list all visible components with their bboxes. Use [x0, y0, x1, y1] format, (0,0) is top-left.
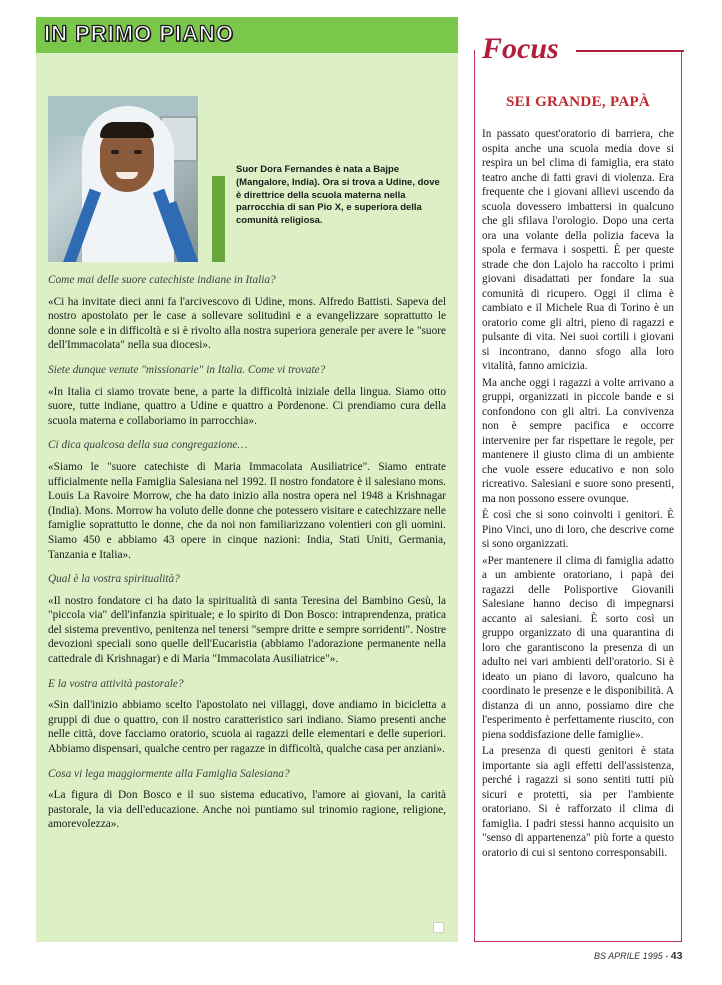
interview-answer: «Siamo le "suore catechiste di Maria Immacolata Ausiliatrice". Siamo entrate ufficialmente nella Famiglia Salesiana nel 1992. Il nostro fondatore è il salesiano mons. Louis La Ravoire Morrow, che ha dato inizio alla nostra opera nel 1948 a Krishnagar (India). Mons. Morrow ha voluto delle donne che potessero visitare e catechizzare nelle famiglie soprattutto le donne, che da noi non familiarizzano volentieri con gli uomini. Siamo 450 e abbiamo 43 opere in cinque nazioni: India, Stati Uniti, Germania, Tanzania e Italia».: [48, 460, 446, 561]
photo-eye: [111, 150, 119, 154]
photo-hair: [100, 122, 154, 138]
interview-answer: «Il nostro fondatore ci ha dato la spiritualità di santa Teresina del Bambino Gesù, la "piccola via" dell'infanzia spirituale; e lo spirito di Don Bosco: intraprendenza, pratica del sistema preventivo, penitenza nel tenersi "sempre dritte e sempre sorridenti". Nostre devozioni speciali sono quelle dell'Eucaristia (abbiamo l'adorazione permanente nella cattedrale di Krishnagar) e di Maria "Immacolata Ausiliatrice"».: [48, 594, 446, 666]
section-header: [36, 17, 458, 55]
interview-answer: «Sin dall'inizio abbiamo scelto l'apostolato nei villaggi, dove andiamo in bicicletta a gruppi di due o quattro, con il nostro caratteristico sari indiano. Siamo presenti anche nelle città, dove facciamo oratorio, scuola ai ragazzi delle elementari e delle superiori. Abbiamo dispensari, qualche centro per ragazze in difficoltà, qualche casa per anziani».: [48, 699, 446, 756]
focus-paragraph: In passato quest'oratorio di barriera, che ospita anche una scuola media dove si respira un bel clima di famiglia, era stato teatro anche di fatti gravi di violenza. Era frequente che i giovani allievi uscendo da scuola dovessero imbattersi in qualcuno che gli sfilava l'orologio. Dopo una certa ora una volante della polizia faceva la spola e fermava i sospetti. È per queste strade che don Lajolo ha raccolto i primi giovani disadattati per fondare la sua comunità di ricupero. Oggi il clima è cambiato e il Michele Rua di Torino è un oratorio come gli altri, pieno di ragazzi e pulsante di vita. Nei suoi cortili i giovani si incontrano, danno sfogo alla loro vitalità, fanno amicizia.: [482, 128, 674, 372]
focus-rule: [576, 50, 684, 52]
focus-header: [476, 30, 684, 70]
interview-question: Come mai delle suore catechiste indiane in Italia?: [48, 274, 276, 286]
interview-article: [48, 273, 446, 842]
section-title: IN PRIMO PIANO: [44, 21, 235, 46]
end-of-article-mark: [433, 922, 444, 933]
focus-heading: SEI GRANDE, PAPÀ: [505, 94, 651, 110]
photo-caption: Suor Dora Fernandes è nata a Bajpe (Mangalore, India). Ora si trova a Udine, dove è direttrice della scuola materna nella parrocchia di san Pio X, e superiora della comunità religiosa.: [236, 164, 440, 227]
focus-paragraph: È così che si sono coinvolti i genitori. È Pino Vinci, uno di loro, che descrive come si sono organizzati.: [482, 509, 674, 550]
page-number: 43: [670, 950, 683, 962]
portrait-photo: [48, 96, 198, 262]
photo-smile: [116, 172, 138, 179]
interview-answer: «La figura di Don Bosco e il suo sistema educativo, l'amore ai giovani, la carità pastorale, la via dell'educazione. Anche noi puntiamo sul trinomio ragione, religione, amorevolezza».: [48, 789, 446, 831]
issue-label: BS APRILE 1995 -: [594, 951, 669, 961]
focus-paragraph: «Per mantenere il clima di famiglia adatto a un ambiente oratoriano, i papà dei ragazzi delle Polisportive Giovanili Salesiane hanno deciso di impegnarsi accanto ai salesiani. È sorto così un gruppo organizzato di una quarantina di loro che garantiscono la presenza di un adulto nei vari ambienti dell'oratorio. Si è ideato un piano di lavoro, qualcuno ha coordinato le presenze e le disponibilità. A distanza di un anno, possiamo dire che l'esperimento è perfettamente riuscito, con piena soddisfazione delle famiglie».: [482, 554, 674, 741]
focus-label: Focus: [482, 32, 559, 65]
interview-question: Siete dunque venute "missionarie" in Italia. Come vi trovate?: [48, 363, 326, 376]
focus-paragraph: La presenza di questi genitori è stata importante sia agli effetti dell'assistenza, perché i ragazzi si sono sentiti tutti più sicuri e protetti, sia per l'ambiente oratoriano. Si è rafforzato il clima di famiglia. I padri stessi hanno acquisito un "senso di appartenenza" più forte a questo oratorio di cui si sentono corresponsabili.: [482, 745, 674, 859]
interview-question: Ci dica qualcosa della sua congregazione…: [48, 439, 248, 452]
interview-answer: «Ci ha invitate dieci anni fa l'arcivescovo di Udine, mons. Alfredo Battisti. Sapeva del nostro apostolato per le case a sollevare solitudini e a evangelizzare soprattutto le donne sole e in difficoltà e si è rivolto alla nostra superiora generale per avere le "suore dell'Immacolata" nella sua diocesi».: [48, 295, 446, 352]
focus-body: [482, 127, 674, 862]
caption-accent-bar: [212, 176, 225, 262]
interview-question: Cosa vi lega maggiormente alla Famiglia Salesiana?: [48, 767, 290, 780]
interview-answer: «In Italia ci siamo trovate bene, a parte la difficoltà iniziale della lingua. Siamo otto suore, tutte indiane, quattro a Udine e quattro a Pordenone. Ci prendiamo cura della scuola materna e collaboriamo in parrocchia».: [48, 385, 446, 427]
interview-question: E la vostra attività pastorale?: [48, 677, 184, 690]
focus-paragraph: Ma anche oggi i ragazzi a volte arrivano a gruppi, organizzati in piccole bande e si confondono con gli altri. La convivenza non è sempre pacifica e occorre intervenire per far rispettare le regole, per mantenere il giusto clima di un ambiente che vuole essere educativo e non solo ricreativo. Salesiani e suore sono presenti, ma non possono essere ovunque.: [482, 376, 674, 505]
page-footer: [594, 950, 682, 962]
interview-question: Qual è la vostra spiritualità?: [48, 573, 180, 586]
photo-eye: [134, 150, 142, 154]
